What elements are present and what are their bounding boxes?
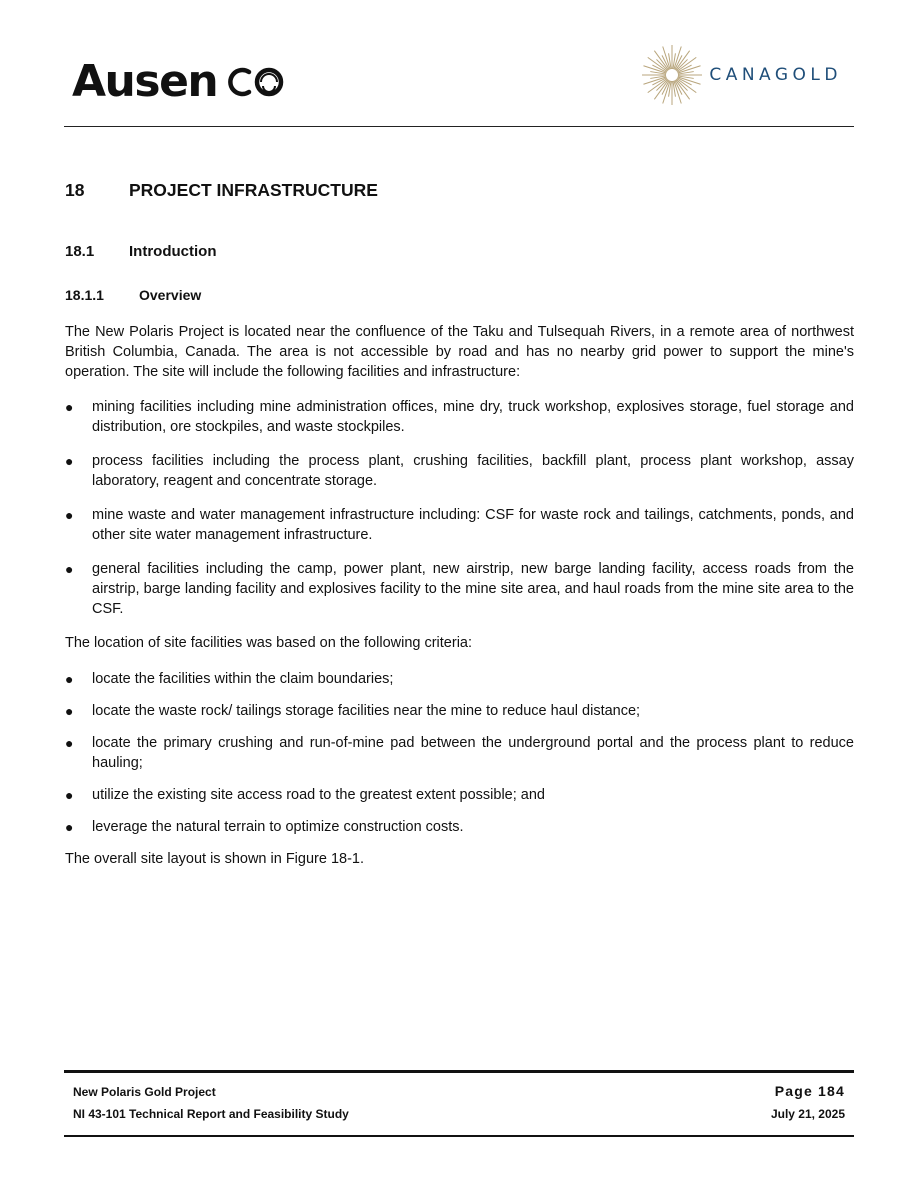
bullet-icon: ● <box>65 453 74 469</box>
bullet-icon: ● <box>65 399 74 415</box>
list-item-text: mining facilities including mine administration offices, mine dry, truck workshop, explosives storage, fuel storage and distribution, ore stockpiles, and waste stockpiles. <box>92 399 854 435</box>
list-item <box>65 397 854 437</box>
subsubsection-heading <box>65 285 854 305</box>
closing-paragraph: The overall site layout is shown in Figure 18-1. <box>65 851 365 867</box>
list-item <box>65 451 854 491</box>
footer-project-name: New Polaris Gold Project <box>73 1085 216 1099</box>
page-header <box>64 40 854 127</box>
canagold-logo-wordmark: CANAGOLD <box>709 64 842 85</box>
section-title: PROJECT INFRASTRUCTURE <box>129 180 378 200</box>
main-content <box>65 178 854 869</box>
subsection-heading <box>65 242 854 262</box>
page-footer <box>73 1083 845 1131</box>
bullet-icon: ● <box>65 507 74 523</box>
ausenco-logo-wordmark: Ausen <box>72 56 218 107</box>
bullet-icon: ● <box>65 819 74 835</box>
list-item-text: locate the facilities within the claim boundaries; <box>92 671 394 687</box>
list-item-text: locate the waste rock/ tailings storage facilities near the mine to reduce haul distance; <box>92 703 641 719</box>
list-item-text: mine waste and water management infrastructure including: CSF for waste rock and tailings, catchments, ponds, and other site water management infrastructure. <box>92 507 854 543</box>
subsubsection-number: 18.1.1 <box>65 287 104 303</box>
bullet-icon: ● <box>65 735 74 751</box>
intro-paragraph: The New Polaris Project is located near the confluence of the Taku and Tulsequah Rivers, in a remote area of northwest British Columbia, Canada. The area is not accessible by road and has no nearby grid power to support the mine's operation. The site will include the following facilities and infrastructure: <box>65 324 854 380</box>
criteria-paragraph: The location of site facilities was based on the following criteria: <box>65 635 473 651</box>
sunburst-icon <box>641 42 703 108</box>
list-item <box>65 733 854 773</box>
list-item <box>65 785 854 805</box>
ausenco-swirl-icon <box>219 62 287 102</box>
section-number: 18 <box>65 180 85 200</box>
list-item <box>65 701 854 721</box>
footer-divider-top <box>64 1070 854 1073</box>
list-item <box>65 559 854 619</box>
bullet-icon: ● <box>65 561 74 577</box>
page-number: Page 184 <box>774 1083 845 1099</box>
ausenco-logo <box>72 58 287 106</box>
bullet-icon: ● <box>65 703 74 719</box>
list-item <box>65 817 854 837</box>
header-divider <box>64 126 854 127</box>
section-heading <box>65 178 854 202</box>
list-item-text: process facilities including the process plant, crushing facilities, backfill plant, process plant workshop, assay laboratory, reagent and concentrate storage. <box>92 453 854 489</box>
list-item <box>65 669 854 689</box>
facilities-list <box>65 397 854 619</box>
subsection-title: Introduction <box>129 243 217 260</box>
canagold-logo <box>641 42 842 108</box>
bullet-icon: ● <box>65 671 74 687</box>
subsubsection-title: Overview <box>139 287 202 303</box>
footer-date: July 21, 2025 <box>770 1107 845 1121</box>
footer-report-title: NI 43-101 Technical Report and Feasibility Study <box>73 1107 349 1121</box>
list-item <box>65 505 854 545</box>
bullet-icon: ● <box>65 787 74 803</box>
list-item-text: utilize the existing site access road to the greatest extent possible; and <box>92 787 545 803</box>
criteria-list <box>65 669 854 837</box>
subsection-number: 18.1 <box>65 243 95 260</box>
list-item-text: general facilities including the camp, power plant, new airstrip, new barge landing facility, access roads from the airstrip, barge landing facility and explosives facility to the mine site area, and haul roads from the mine site area to the CSF. <box>92 561 854 617</box>
footer-divider-bottom <box>64 1135 854 1137</box>
list-item-text: leverage the natural terrain to optimize construction costs. <box>92 819 464 835</box>
list-item-text: locate the primary crushing and run-of-mine pad between the underground portal and the process plant to reduce hauling; <box>92 735 854 771</box>
